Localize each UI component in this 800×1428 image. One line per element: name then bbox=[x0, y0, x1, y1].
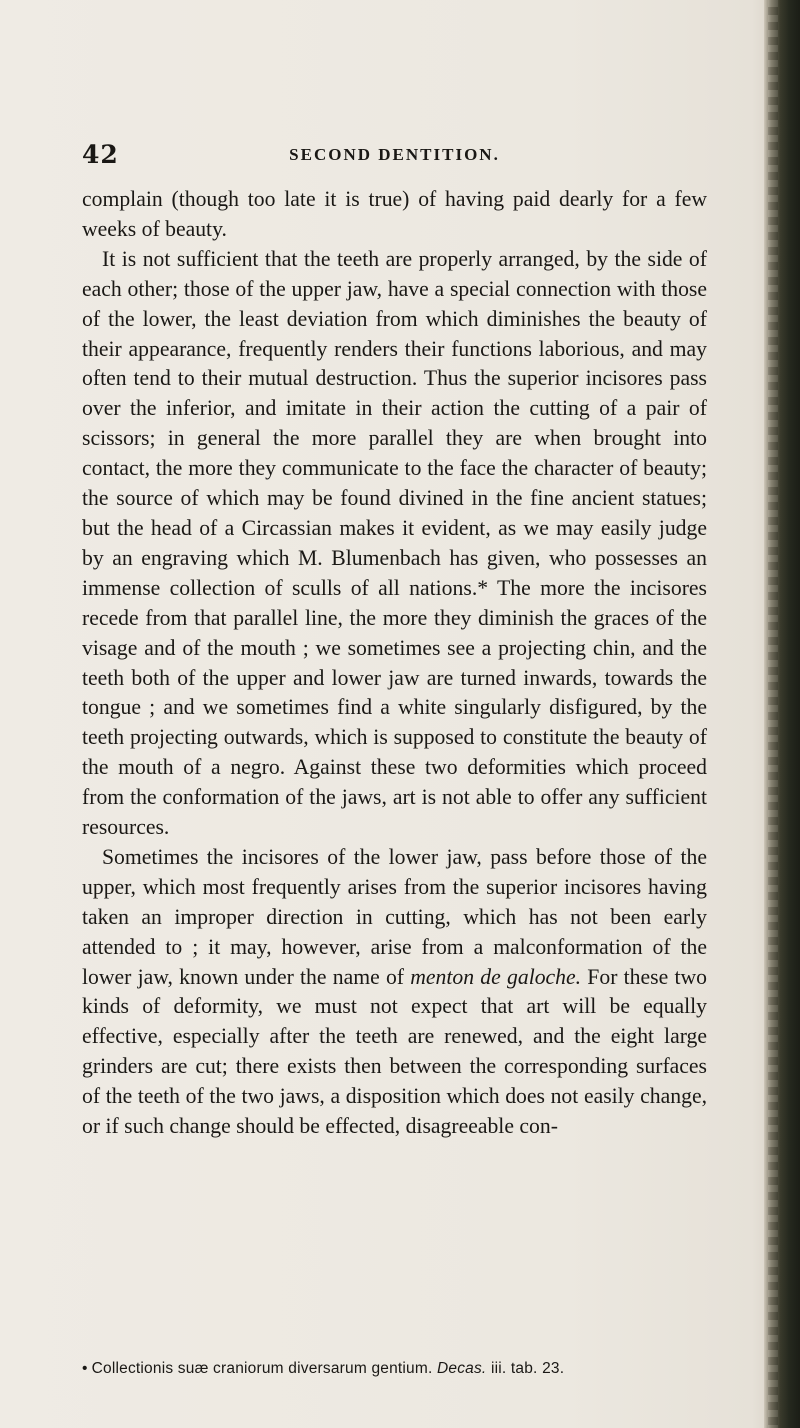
body-text bbox=[82, 185, 707, 1142]
paragraph-text: The more the incisores recede from that parallel line, the more they diminish the graces of the visage and of the mouth ; we sometimes see a projecting chin, and the teeth both of the upper and lower jaw are turned inwards, towards the tongue ; and we sometimes find a white singularly disfigured, by the teeth projecting outwards, which is supposed to constitute the beauty of the mouth of a negro. Against these two deformities which proceed from the conformation of the jaws, art is not able to offer any sufficient resources. bbox=[82, 575, 707, 840]
paragraph-continued bbox=[82, 185, 707, 245]
page-number: 42 bbox=[82, 140, 119, 169]
paragraph-lower-incisores bbox=[82, 843, 707, 1142]
footnote-text: Collectionis suæ craniorum diversarum gentium. bbox=[91, 1360, 437, 1377]
page-edge-shadow bbox=[764, 0, 800, 1428]
page-header bbox=[82, 140, 707, 174]
footnote-ref: iii. tab. 23. bbox=[486, 1360, 565, 1377]
footnote-reference: * bbox=[477, 575, 489, 600]
footnote bbox=[82, 1359, 707, 1379]
footnote-source: Decas. bbox=[437, 1360, 487, 1377]
paragraph-text: For these two kinds of deformity, we must not expect that art will be equally effective, especially after the teeth are renewed, and the eight large grinders are cut; there exists then between the corresponding surfaces of the teeth of the two jaws, a disposition which does not easily change, or if such change should be effected, disagreeable con- bbox=[82, 964, 707, 1139]
paragraph-jaw-alignment bbox=[82, 245, 707, 843]
footnote-mark: • bbox=[82, 1360, 88, 1377]
running-head: SECOND DENTITION. bbox=[289, 145, 500, 164]
paragraph-text: Sometimes the incisores of the lower jaw, pass before those of the upper, which most frequently arises from the superior incisores having taken an improper direction in cutting, which has not been early attended to ; it may, however, arise from a malconformation of the lower jaw, known under the name of bbox=[82, 844, 707, 989]
foreign-term: menton de galoche. bbox=[410, 964, 582, 989]
paragraph-text: complain (though too late it is true) of having paid dearly for a few weeks of beauty. bbox=[82, 187, 707, 241]
paragraph-text: It is not sufficient that the teeth are properly arranged, by the side of each other; those of the upper jaw, have a special connection with those of the lower, the least deviation from which diminishes the beauty of their appearance, frequently renders their functions laborious, and may often tend to their mutual destruction. Thus the superior incisores pass over the inferior, and imitate in their action the cutting of a pair of scissors; in general the more parallel they are when brought into contact, the more they communicate to the face the character of beauty; the source of which may be found divined in the fine ancient statues; but the head of a Circassian makes it evident, as we may easily judge by an engraving which M. Blumenbach has given, who possesses an immense collection of sculls of all nations. bbox=[82, 246, 707, 600]
